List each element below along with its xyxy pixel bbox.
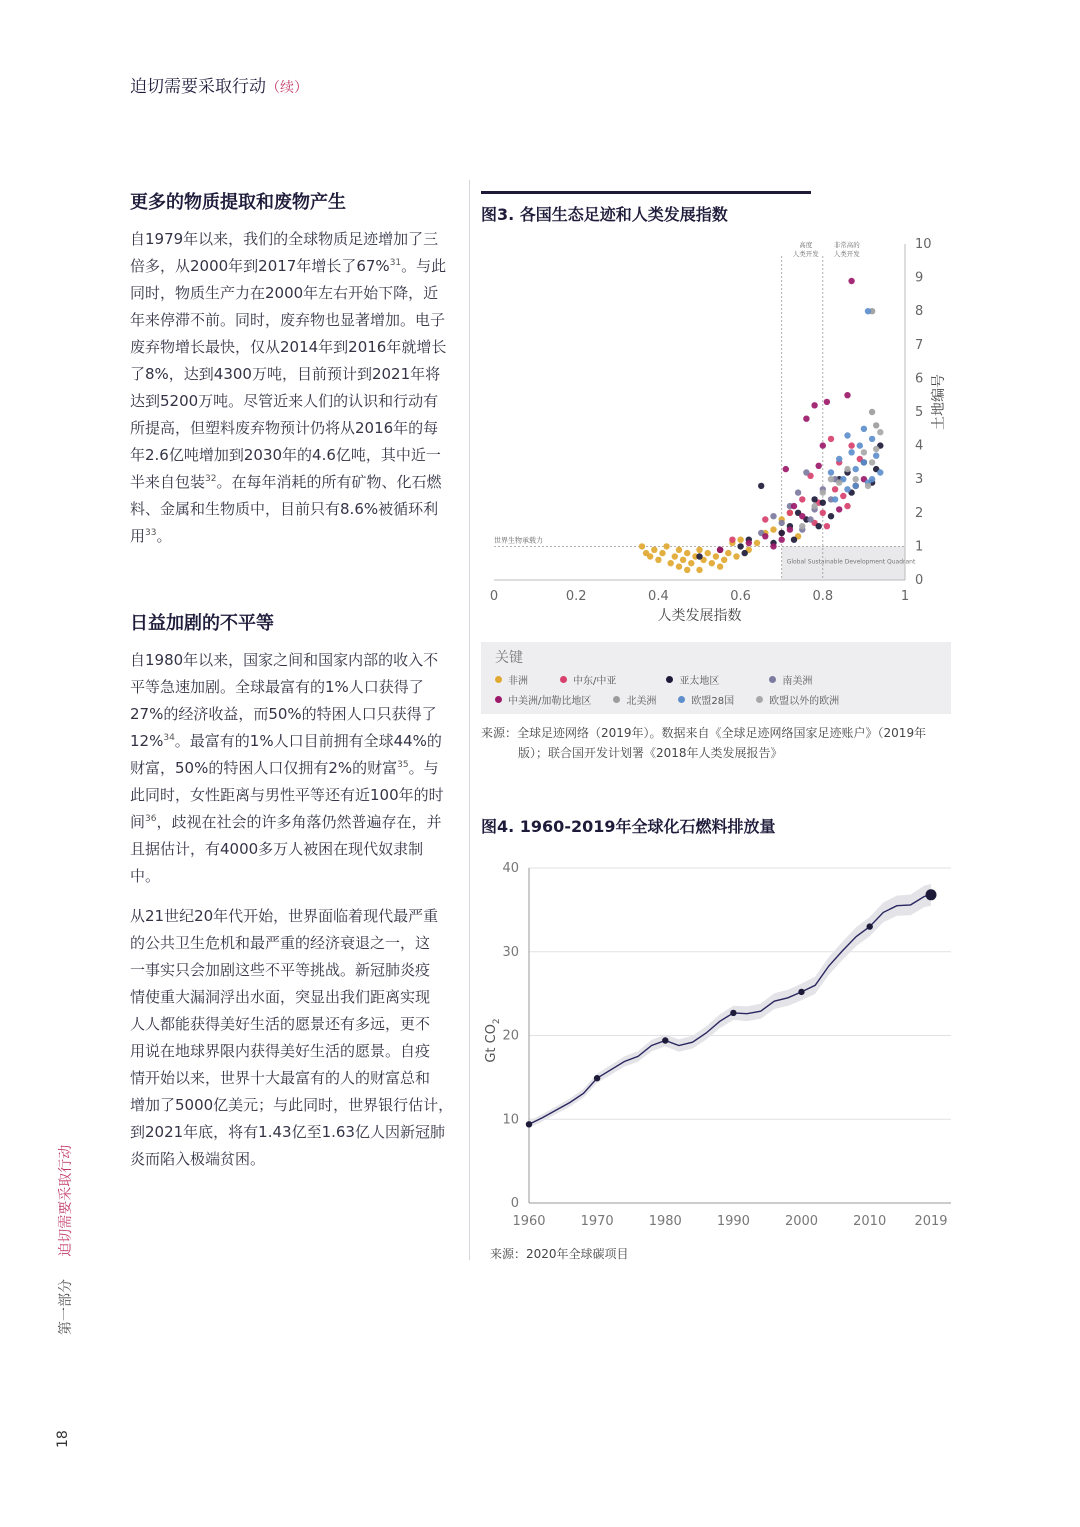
data-point — [824, 523, 830, 529]
text-run: 自1979年以来，我们的全球物质足迹增加了三 — [130, 230, 439, 248]
legend-dot — [495, 676, 502, 683]
x-tick-label: 1970 — [580, 1214, 614, 1229]
data-point — [869, 436, 875, 442]
figure4-title: 图4. 1960-2019年全球化石燃料排放量 — [481, 817, 776, 836]
data-point — [709, 560, 715, 566]
text-line — [130, 984, 460, 1011]
data-point — [832, 496, 838, 502]
y-axis-label: 土地编号 — [931, 374, 947, 430]
legend-dot — [560, 676, 567, 683]
text-line — [130, 863, 460, 890]
legend-label: 欧盟28国 — [691, 696, 735, 707]
text-line — [130, 1119, 460, 1146]
paragraph-inequality-1 — [130, 647, 460, 890]
data-point — [705, 550, 711, 556]
data-point — [861, 459, 867, 465]
data-point — [737, 537, 743, 543]
data-point — [762, 516, 768, 522]
sidebar-label — [55, 1145, 75, 1335]
text-run: 炎而陷入极端贫困。 — [130, 1150, 266, 1168]
data-point — [877, 469, 883, 475]
data-point — [824, 399, 830, 405]
data-point — [869, 409, 875, 415]
text-run: 同时，物质生产力在2000年左右开始下降，近 — [130, 284, 439, 302]
data-point — [873, 453, 879, 459]
data-point — [865, 483, 871, 489]
text-run: 12% — [130, 732, 164, 750]
legend-item — [769, 672, 812, 687]
data-point — [848, 442, 854, 448]
legend-dot — [769, 676, 776, 683]
year-marker — [867, 923, 873, 929]
figure3-scatter-chart — [481, 228, 951, 628]
data-point — [696, 547, 702, 553]
text-run: 自1980年以来，国家之间和国家内部的收入不 — [130, 651, 439, 669]
text-run: 此同时，女性距离与男性平等还有近100年的时 — [130, 786, 444, 804]
text-run: 平等急速加剧。全球最富有的1%人口获得了 — [130, 678, 424, 696]
data-point — [803, 469, 809, 475]
data-point — [836, 456, 842, 462]
text-line — [130, 469, 460, 496]
legend-item — [495, 692, 591, 707]
text-run: 一事实只会加剧这些不平等挑战。新冠肺炎疫 — [130, 961, 431, 979]
text-line — [130, 496, 460, 523]
legend-label: 南美洲 — [782, 676, 813, 687]
legend-item — [495, 672, 528, 687]
y-axis-label — [484, 1018, 502, 1062]
text-line — [130, 1146, 460, 1173]
legend-item — [613, 692, 656, 707]
data-point — [853, 466, 859, 472]
data-point — [737, 543, 743, 549]
text-run: 人人都能获得美好生活的愿景还有多远，更不 — [130, 1015, 431, 1033]
text-line — [130, 674, 460, 701]
text-run: 。最富有的1%人口目前拥有全球44%的 — [174, 732, 442, 750]
text-line — [130, 903, 460, 930]
footnote-ref: 32 — [205, 474, 217, 484]
text-line — [130, 334, 460, 361]
legend-label: 非洲 — [508, 676, 528, 687]
legend-title: 关键 — [495, 650, 523, 666]
data-point — [787, 526, 793, 532]
paragraph-inequality-2 — [130, 903, 460, 1173]
text-line — [130, 1092, 460, 1119]
figure3-title: 图3. 各国生态足迹和人类发展指数 — [481, 205, 728, 224]
running-header-cont: （续） — [266, 80, 308, 96]
figure3-legend — [481, 642, 951, 714]
legend-row-2 — [495, 692, 861, 707]
data-point — [844, 466, 850, 472]
x-tick-label: 1960 — [512, 1214, 546, 1229]
y-tick-label: 40 — [502, 861, 519, 876]
text-line — [130, 361, 460, 388]
data-point — [684, 550, 690, 556]
data-point — [873, 446, 879, 452]
figure3-source — [481, 723, 926, 763]
year-marker — [594, 1075, 600, 1081]
legend-dot — [678, 696, 685, 703]
sidebar-title: 迫切需要采取行动 — [58, 1144, 74, 1257]
data-point — [861, 426, 867, 432]
data-point — [820, 442, 826, 448]
legend-dot — [613, 696, 620, 703]
text-run: 财富，50%的特困人口仅拥有2%的财富 — [130, 759, 398, 777]
legend-label: 欧盟以外的欧洲 — [769, 696, 840, 707]
data-point — [816, 523, 822, 529]
data-point — [684, 567, 690, 573]
x-tick-label: 1980 — [648, 1214, 682, 1229]
x-tick-label: 0.8 — [812, 589, 834, 604]
data-point — [811, 503, 817, 509]
data-point — [676, 563, 682, 569]
legend-row-1 — [495, 672, 812, 687]
data-point — [721, 557, 727, 563]
y-axis-label-main: Gt CO — [484, 1024, 499, 1063]
data-point — [742, 550, 748, 556]
data-point — [791, 503, 797, 509]
data-point — [779, 520, 785, 526]
data-point — [668, 560, 674, 566]
text-line — [130, 253, 460, 280]
data-point — [659, 550, 665, 556]
data-point — [696, 553, 702, 559]
data-point — [688, 560, 694, 566]
data-point — [861, 449, 867, 455]
data-point — [828, 476, 834, 482]
text-line — [130, 755, 460, 782]
footnote-ref: 31 — [389, 258, 402, 268]
data-point — [696, 567, 702, 573]
legend-label: 北美洲 — [626, 696, 657, 707]
paragraph-material — [130, 226, 460, 550]
text-line — [130, 388, 460, 415]
y-tick-label: 9 — [915, 270, 924, 286]
data-point — [844, 503, 850, 509]
data-point — [820, 489, 826, 495]
text-run: ，歧视在社会的许多角落仍然普遍存在，并 — [156, 813, 442, 831]
data-point — [725, 550, 731, 556]
page-number: 18 — [55, 1430, 71, 1448]
y-tick-label: 4 — [915, 438, 924, 454]
high-hd-label: 人类开发 — [792, 250, 819, 258]
text-run: 的公共卫生危机和最严重的经济衰退之一，这 — [130, 934, 431, 952]
data-point — [680, 557, 686, 563]
year-marker — [730, 1010, 736, 1016]
text-run: 废弃物增长最快，仅从2014年到2016年就增长 — [130, 338, 447, 356]
data-point — [816, 463, 822, 469]
data-point — [647, 553, 653, 559]
x-tick-label: 0.6 — [730, 589, 751, 604]
y-axis-label-sub: 2 — [492, 1018, 502, 1025]
data-point — [844, 486, 850, 492]
x-tick-label: 2010 — [853, 1214, 887, 1229]
data-point — [807, 516, 813, 522]
y-tick-label: 5 — [915, 405, 924, 420]
data-point — [770, 526, 776, 532]
section-title-material: 更多的物质提取和废物产生 — [130, 192, 346, 213]
y-tick-label: 3 — [915, 472, 924, 488]
data-point — [717, 563, 723, 569]
data-point — [779, 530, 785, 536]
data-point — [729, 537, 735, 543]
data-point — [828, 436, 834, 442]
uncertainty-band — [529, 884, 931, 1128]
text-run: 用说在地球界限内获得美好生活的愿景。自疫 — [130, 1042, 431, 1060]
text-run: 。在每年消耗的所有矿物、化石燃 — [216, 473, 442, 491]
text-line — [130, 782, 460, 809]
text-run: 从21世纪20年代开始，世界面临着现代最严重 — [130, 907, 439, 925]
y-tick-label: 1 — [915, 539, 924, 555]
y-tick-label: 30 — [502, 944, 519, 960]
legend-item — [560, 672, 616, 687]
y-tick-label: 10 — [915, 237, 932, 252]
running-header — [130, 72, 308, 97]
text-line — [130, 1065, 460, 1092]
data-point — [820, 500, 826, 506]
data-point — [791, 537, 797, 543]
data-point — [799, 513, 805, 519]
data-point — [836, 479, 842, 485]
section-title-inequality: 日益加剧的不平等 — [130, 613, 274, 634]
data-point — [651, 547, 657, 553]
x-tick-label: 0 — [489, 589, 499, 604]
text-run: 情使重大漏洞浮出水面，突显出我们距离实现 — [130, 988, 431, 1006]
text-run: 。与此 — [401, 257, 447, 275]
data-point — [853, 483, 859, 489]
y-tick-label: 7 — [915, 337, 924, 353]
text-line — [130, 836, 460, 863]
legend-item — [666, 672, 719, 687]
data-point — [663, 543, 669, 549]
text-line — [130, 930, 460, 957]
legend-label: 中美洲/加勒比地区 — [508, 696, 592, 707]
data-point — [655, 557, 661, 563]
data-point — [754, 540, 760, 546]
data-point — [779, 537, 785, 543]
data-point — [836, 506, 842, 512]
text-run: 年2.6亿吨增加到2030年的4.6亿吨，其中近一 — [130, 446, 441, 464]
text-line — [130, 957, 460, 984]
text-line — [130, 647, 460, 674]
data-point — [758, 483, 764, 489]
data-point — [844, 392, 850, 398]
data-point — [799, 496, 805, 502]
x-tick-label: 0.4 — [648, 589, 669, 604]
data-point — [857, 442, 863, 448]
footnote-ref: 34 — [163, 733, 175, 743]
data-point — [853, 476, 859, 482]
data-point — [770, 543, 776, 549]
x-axis-label: 人类发展指数 — [657, 608, 742, 624]
data-point — [713, 553, 719, 559]
data-point — [865, 308, 871, 314]
legend-label: 中东/中亚 — [573, 676, 617, 687]
text-run: 间 — [130, 813, 146, 831]
text-line — [130, 442, 460, 469]
x-tick-label: 1990 — [716, 1214, 750, 1229]
data-point — [869, 459, 875, 465]
text-line — [130, 226, 460, 253]
text-run: 所提高，但塑料废弃物预计仍将从2016年的每 — [130, 419, 439, 437]
data-point — [869, 476, 875, 482]
legend-item — [678, 692, 734, 707]
y-tick-label: 8 — [915, 304, 924, 320]
text-run: 年来停滞不前。同时，废弃物也显著增加。电子 — [130, 311, 446, 329]
quadrant-label: Global Sustainable Development Quadrant — [786, 558, 916, 566]
running-header-title: 迫切需要采取行动 — [130, 77, 266, 97]
text-run: 用 — [130, 527, 146, 545]
text-line — [130, 1011, 460, 1038]
data-point — [811, 496, 817, 502]
data-point — [746, 540, 752, 546]
figure3-rule — [481, 191, 811, 194]
sidebar-part: 第一部分 — [58, 1279, 74, 1335]
year-marker — [926, 889, 937, 900]
text-run: 27%的经济收益，而50%的特困人口只获得了 — [130, 705, 437, 723]
data-point — [795, 489, 801, 495]
data-point — [783, 466, 789, 472]
x-tick-label: 2019 — [914, 1214, 948, 1229]
legend-label: 亚太地区 — [679, 676, 720, 687]
legend-dot — [756, 696, 763, 703]
data-point — [799, 523, 805, 529]
y-tick-label: 20 — [502, 1028, 519, 1044]
y-tick-label: 0 — [915, 573, 924, 588]
footnote-ref: 33 — [145, 528, 157, 538]
data-point — [803, 416, 809, 422]
text-line — [130, 307, 460, 334]
text-run: 倍多，从2000年到2017年增长了67% — [130, 257, 390, 275]
figure3-source-line-2: 版）；联合国开发计划署《2018年人类发展报告》 — [518, 746, 783, 760]
data-point — [877, 429, 883, 435]
biocapacity-label: 世界生物承载力 — [494, 536, 543, 545]
year-marker — [798, 989, 804, 995]
y-tick-label: 6 — [915, 371, 924, 387]
figure3-source-line-1: 来源：全球足迹网络（2019年）。数据来自《全球足迹网络国家足迹账户》（2019年 — [481, 726, 927, 740]
data-point — [832, 486, 838, 492]
text-line — [130, 728, 460, 755]
year-marker — [662, 1037, 668, 1043]
data-point — [733, 553, 739, 559]
footnote-ref: 35 — [397, 760, 409, 770]
veryhigh-hd-label: 非常高的 — [833, 241, 860, 249]
text-run: 中。 — [130, 867, 161, 885]
x-tick-label: 1 — [900, 589, 910, 604]
year-marker — [526, 1121, 532, 1127]
text-run: 达到5200万吨。尽管近来人们的认识和行动有 — [130, 392, 439, 410]
data-point — [770, 513, 776, 519]
data-point — [820, 510, 826, 516]
data-point — [717, 547, 723, 553]
data-point — [828, 469, 834, 475]
x-tick-label: 2000 — [784, 1214, 819, 1229]
footnote-ref: 36 — [145, 814, 157, 824]
data-point — [787, 510, 793, 516]
y-tick-label: 0 — [510, 1196, 519, 1211]
text-run: 料、金属和生物质中，目前只有8.6%被循环利 — [130, 500, 439, 518]
y-tick-label: 2 — [915, 505, 924, 521]
data-point — [676, 547, 682, 553]
data-point — [844, 432, 850, 438]
text-line — [130, 415, 460, 442]
legend-dot — [666, 676, 673, 683]
data-point — [811, 402, 817, 408]
column-divider — [469, 180, 470, 1260]
data-point — [873, 422, 879, 428]
high-hd-label: 高度 — [799, 241, 813, 249]
data-point — [762, 533, 768, 539]
data-point — [828, 513, 834, 519]
data-point — [840, 493, 846, 499]
figure4-source: 来源：2020年全球碳项目 — [490, 1247, 629, 1261]
veryhigh-hd-label: 人类开发 — [833, 250, 860, 258]
text-line — [130, 280, 460, 307]
text-run: 情开始以来，世界十大最富有的人的财富总和 — [130, 1069, 431, 1087]
text-run: 。 — [156, 527, 172, 545]
text-line — [130, 523, 460, 550]
data-point — [848, 449, 854, 455]
y-tick-label: 10 — [502, 1112, 519, 1128]
data-point — [848, 278, 854, 284]
text-run: 了8%，达到4300万吨，目前预计到2021年将 — [130, 365, 441, 383]
data-point — [672, 553, 678, 559]
text-run: 半来自包装 — [130, 473, 206, 491]
text-run: 。与 — [408, 759, 439, 777]
figure4-line-chart — [481, 850, 961, 1240]
x-tick-label: 0.2 — [565, 589, 587, 604]
legend-item — [756, 692, 839, 707]
text-run: 增加了5000亿美元；与此同时，世界银行估计， — [130, 1096, 454, 1114]
text-line — [130, 701, 460, 728]
legend-dot — [495, 696, 502, 703]
data-point — [639, 543, 645, 549]
text-run: 到2021年底，将有1.43亿至1.63亿人因新冠肺 — [130, 1123, 445, 1141]
text-line — [130, 1038, 460, 1065]
text-run: 且据估计，有4000多万人被困在现代奴隶制 — [130, 840, 424, 858]
text-line — [130, 809, 460, 836]
